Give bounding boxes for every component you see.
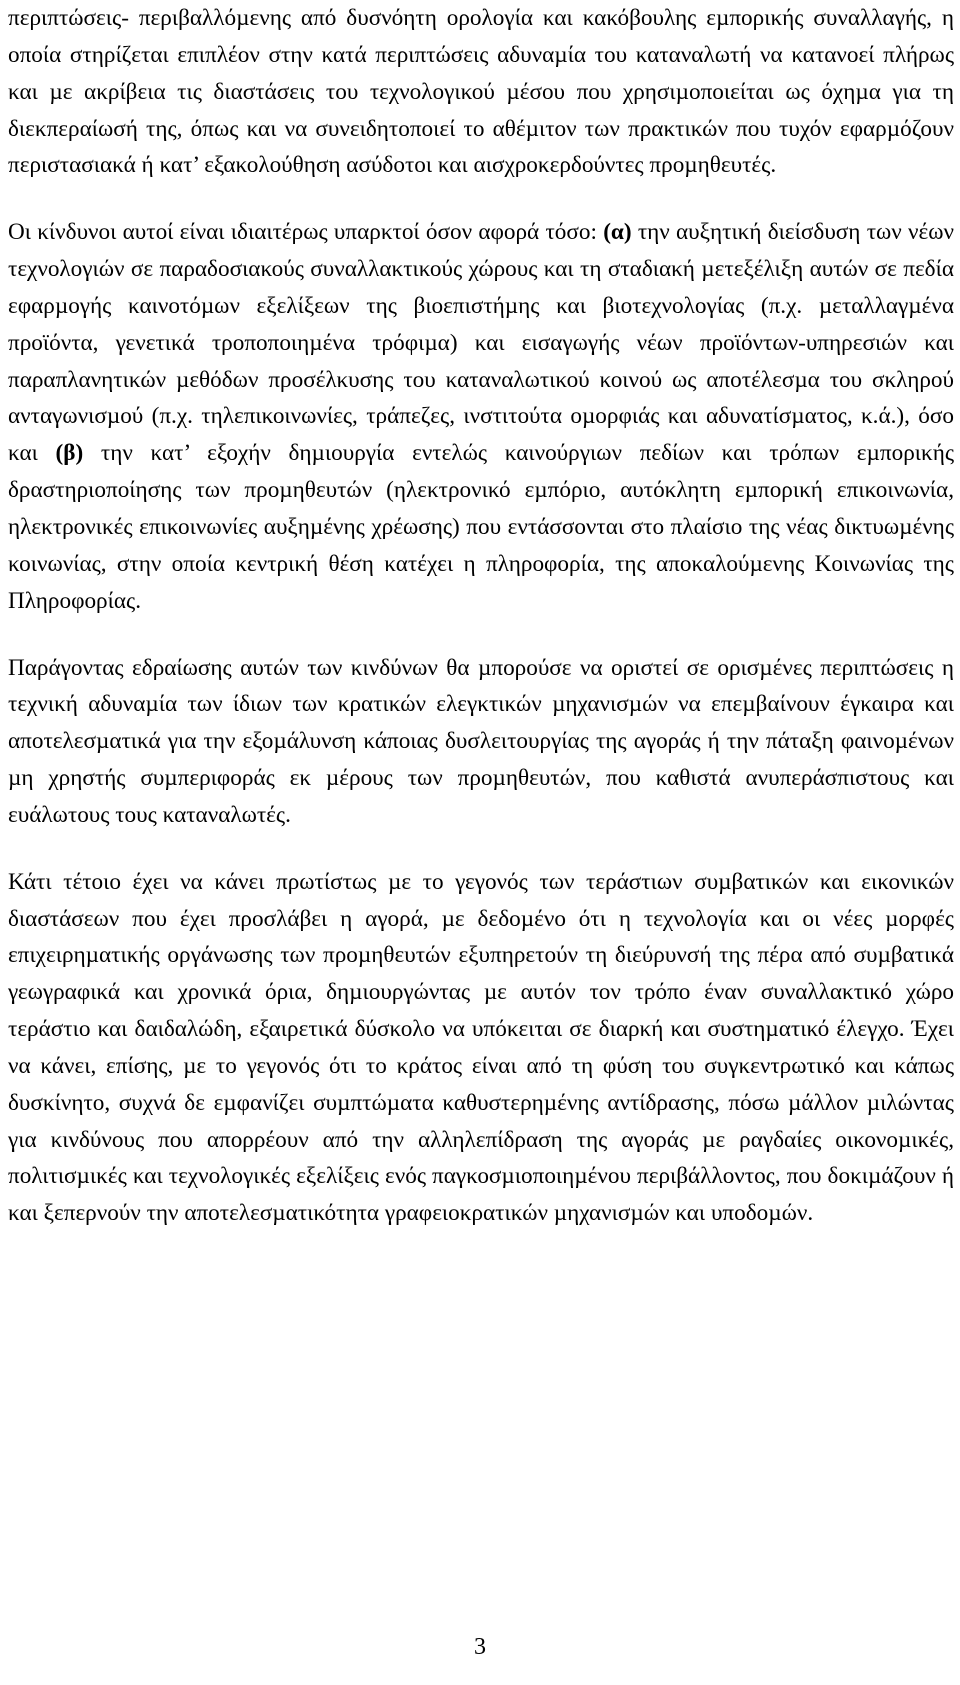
paragraph-4 bbox=[8, 864, 954, 1232]
paragraph-1 bbox=[8, 0, 954, 184]
paragraph-3-text: Παράγοντας εδραίωσης αυτών των κινδύνων θα µπορούσε να οριστεί σε ορισµένες περιπτώσεις η τεχνική αδυναµία των ίδιων των κρατικών ελεγκτικών µηχανισµών να επεµβαίνουν έγκαιρα και αποτελεσµατικά για την εξοµάλυνση κάποιας δυσλειτουργίας της αγοράς ή την πάταξη φαινοµένων µη χρηστής συµπεριφοράς εκ µέρους των προµηθευτών, που καθιστά ανυπεράσπιστους και ευάλωτους τους καταναλωτές. bbox=[8, 654, 954, 828]
document-page bbox=[8, 0, 954, 1232]
paragraph-2-text-part-2: την αυξητική διείσδυση των νέων τεχνολογιών σε παραδοσιακούς συναλλακτικούς χώρους και τη σταδιακή µετεξέλιξη αυτών σε πεδία εφαρµογής καινοτόµων εξελίξεων της βιοεπιστήµης και βιοτεχνολογίας (π.χ. µεταλλαγµένα προϊόντα, γενετικά τροποποιηµένα τρόφιµα) και εισαγωγής νέων προϊόντων-υπηρεσιών και παραπλανητικών µεθόδων προσέλκυσης του καταναλωτικού κοινού ως αποτέλεσµα του σκληρού ανταγωνισµού (π.χ. τηλεπικοινωνίες, τράπεζες, ινστιτούτα οµορφιάς και αδυνατίσµατος, κ.ά.), όσο και bbox=[8, 219, 954, 467]
paragraph-1-text: περιπτώσεις- περιβαλλόµενης από δυσνόητη ορολογία και κακόβουλης εµπορικής συναλλαγής, η οποία στηρίζεται επιπλέον στην κατά περιπτώσεις αδυναµία του καταναλωτή να κατανοεί πλήρως και µε ακρίβεια τις διαστάσεις του τεχνολογικού µέσου που χρησιµοποιείται ως όχηµα για τη διεκπεραίωσή της, όπως και να συνειδητοποιεί το αθέµιτον των πρακτικών που τυχόν εφαρµόζουν περιστασιακά ή κατ’ εξακολούθηση ασύδοτοι και αισχροκερδούντες προµηθευτές. bbox=[8, 5, 954, 179]
paragraph-2-text-part-1: Οι κίνδυνοι αυτοί είναι ιδιαιτέρως υπαρκτοί όσον αφορά τόσο: bbox=[8, 219, 604, 246]
item-marker-a: (α) bbox=[603, 219, 632, 246]
paragraph-3 bbox=[8, 650, 954, 834]
paragraph-2 bbox=[8, 214, 954, 619]
page-number: 3 bbox=[474, 1634, 486, 1660]
paragraph-4-text: Κάτι τέτοιο έχει να κάνει πρωτίστως µε το γεγονός των τεράστιων συµβατικών και εικονικών διαστάσεων που έχει προσλάβει η αγορά, µε δεδοµένο ότι η τεχνολογία και οι νέες µορφές επιχειρηµατικής οργάνωσης των προµηθευτών εξυπηρετούν τη διεύρυνσή της πέρα από συµβατικά γεωγραφικά και χρονικά όρια, δηµιουργώντας µε αυτόν τον τρόπο έναν συναλλακτικό χώρο τεράστιο και δαιδαλώδη, εξαιρετικά δύσκολο να υπόκειται σε διαρκή και συστηµατικό έλεγχο. Έχει να κάνει, επίσης, µε το γεγονός ότι το κράτος είναι από τη φύση του συγκεντρωτικό και κάπως δυσκίνητο, συχνά δε εµφανίζει συµπτώµατα καθυστερηµένης αντίδρασης, πόσω µάλλον µιλώντας για κινδύνους που απορρέουν από την αλληλεπίδραση της αγοράς µε ραγδαίες οικονοµικές, πολιτισµικές και τεχνολογικές εξελίξεις ενός παγκοσµιοποιηµένου περιβάλλοντος, που δοκιµάζουν ή και ξεπερνούν την αποτελεσµατικότητα γραφειοκρατικών µηχανισµών και υποδοµών. bbox=[8, 868, 954, 1227]
item-marker-b: (β) bbox=[55, 440, 84, 467]
paragraph-2-text-part-3: την κατ’ εξοχήν δηµιουργία εντελώς καινούργιων πεδίων και τρόπων εµπορικής δραστηριοποίησης των προµηθευτών (ηλεκτρονικό εµπόριο, αυτόκλητη εµπορική επικοινωνία, ηλεκτρονικές επικοινωνίες αυξηµένης χρέωσης) που εντάσσονται στο πλαίσιο της νέας δικτυωµένης κοινωνίας, στην οποία κεντρική θέση κατέχει η πληροφορία, της αποκαλούµενης Κοινωνίας της Πληροφορίας. bbox=[8, 440, 954, 614]
